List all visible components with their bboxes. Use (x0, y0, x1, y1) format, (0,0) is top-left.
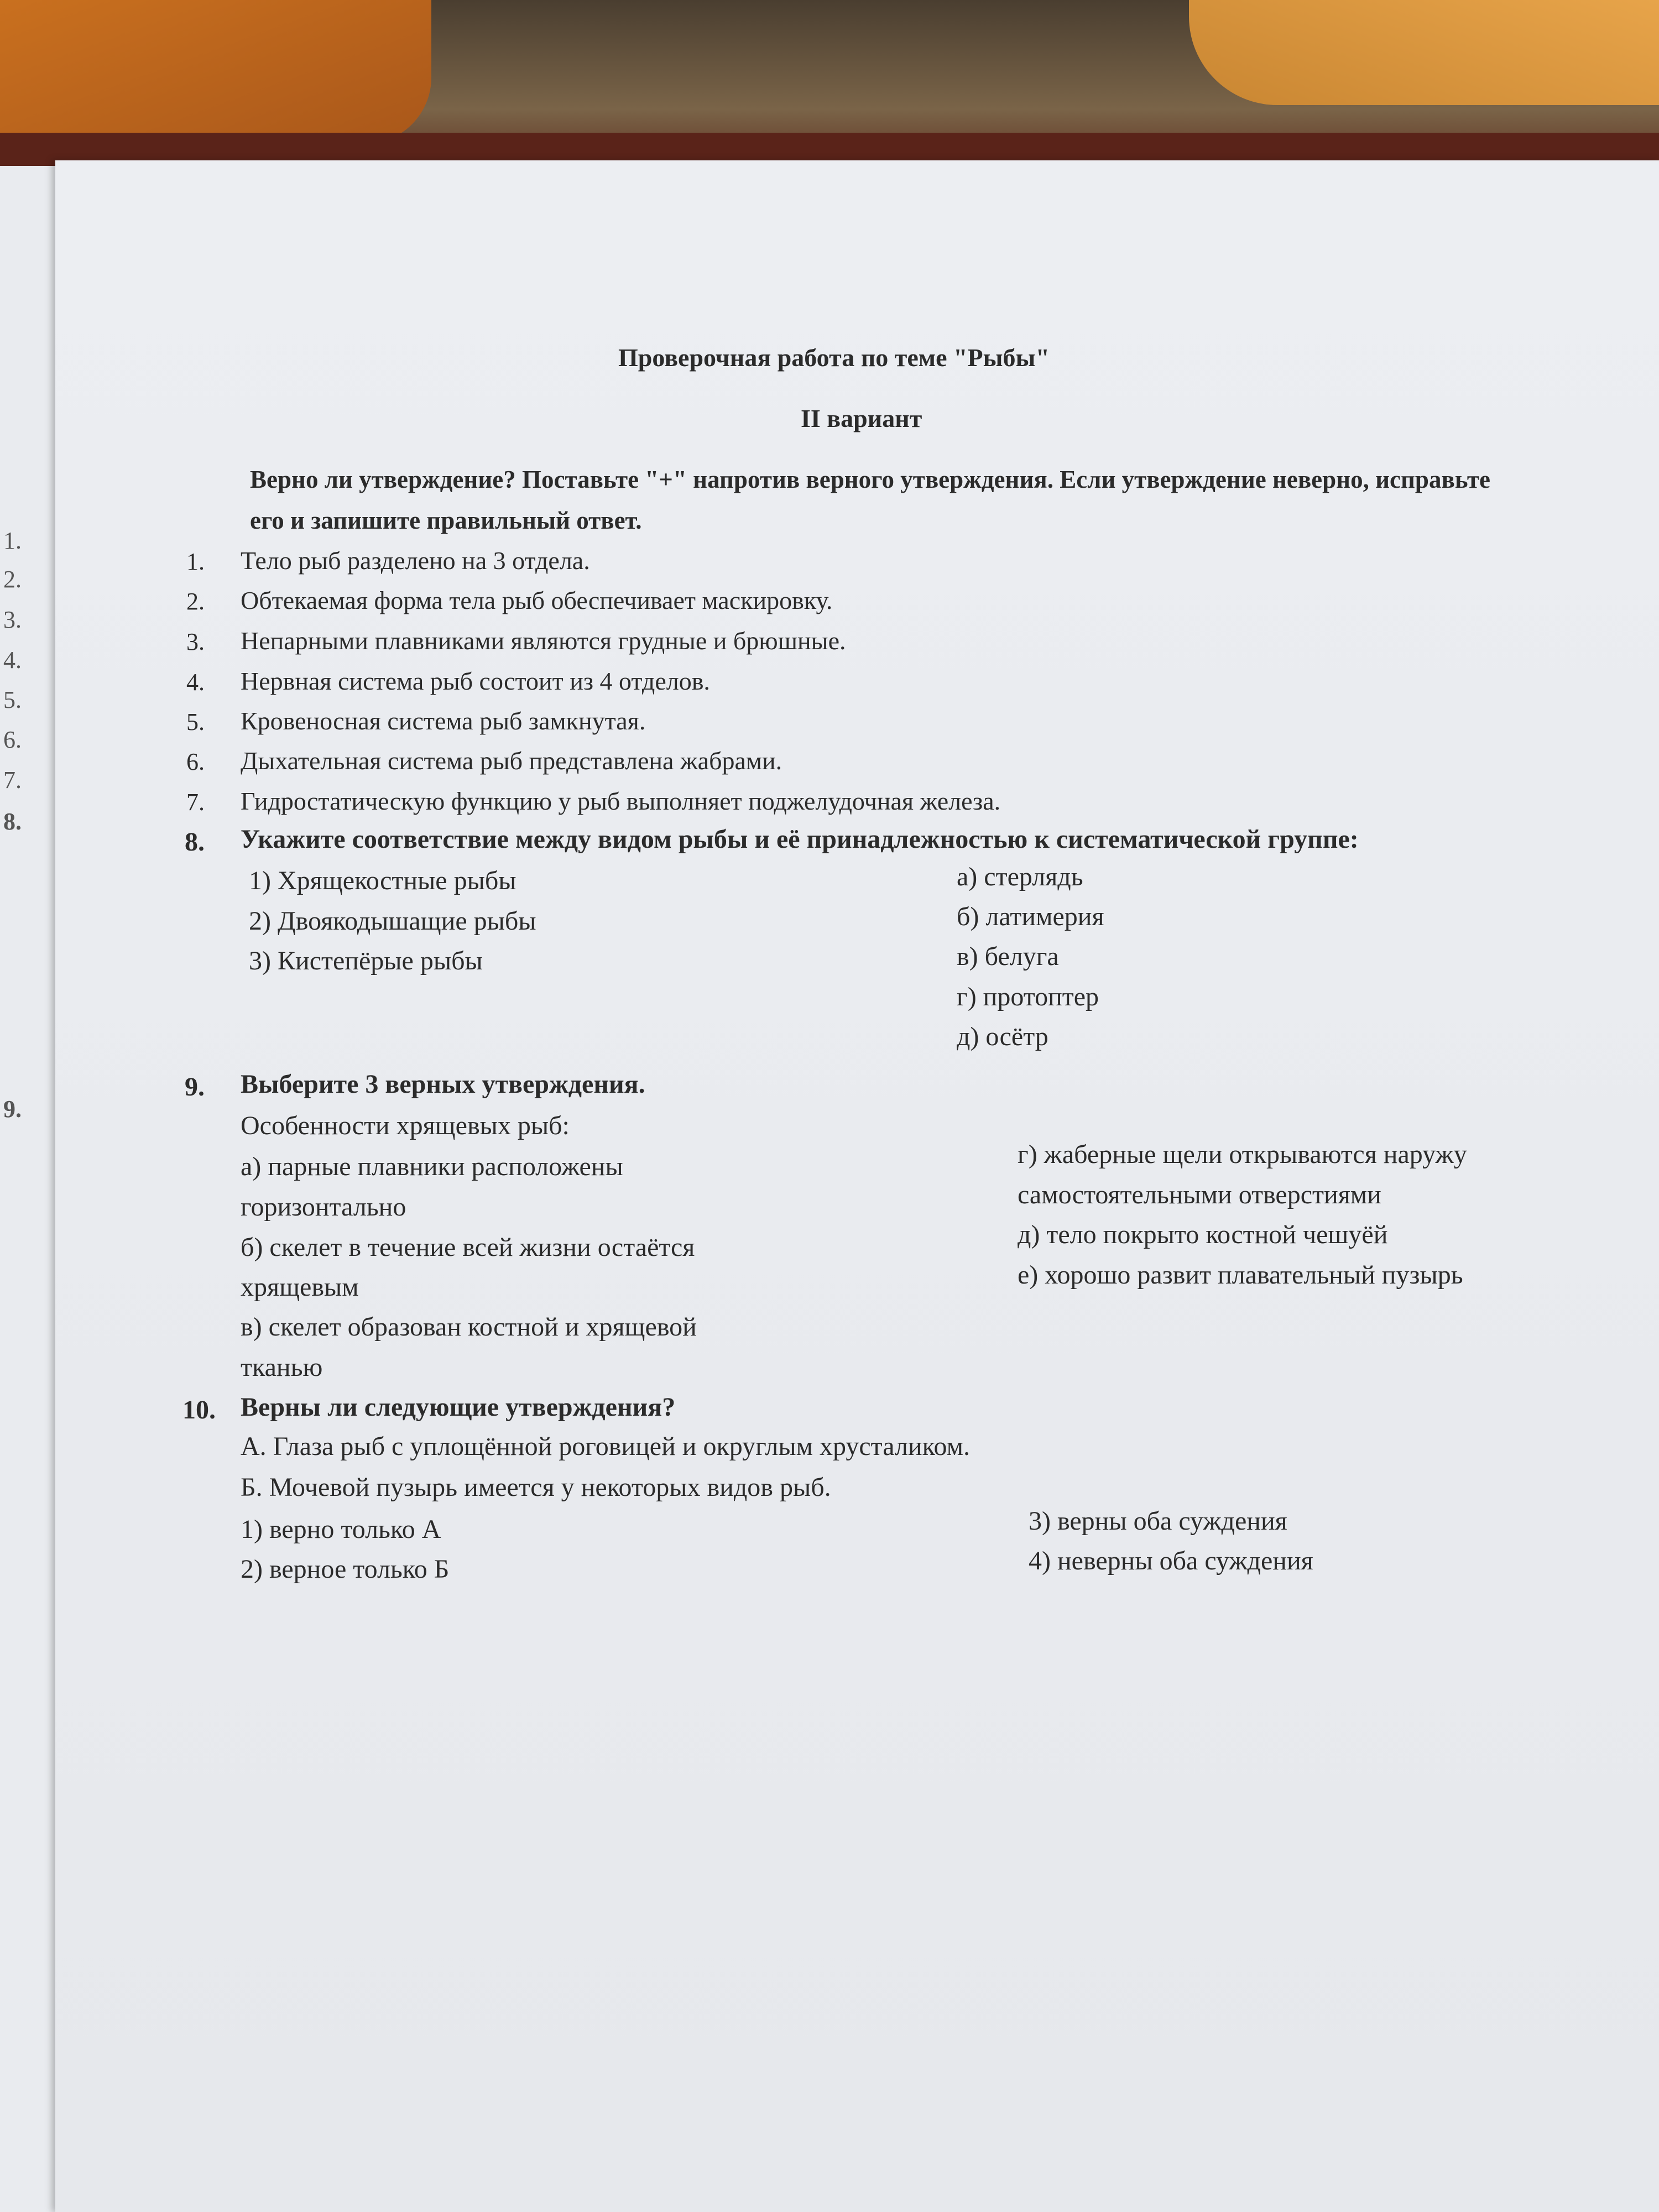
statement-text: Дыхательная система рыб представлена жабрами. (241, 747, 782, 775)
statement-text: Тело рыб разделено на 3 отдела. (241, 546, 590, 575)
back-sheet-number: 8. (3, 808, 22, 835)
species-option: г) протоптер (957, 982, 1099, 1011)
back-sheet-number: 1. (3, 527, 22, 554)
question-prompt: Верны ли следующие утверждения? (241, 1392, 676, 1422)
question-prompt: Выберите 3 верных утверждения. (241, 1070, 645, 1099)
group-option: 3) Кистепёрые рыбы (249, 946, 483, 975)
statement-number: 5. (186, 708, 205, 735)
instruction: Верно ли утверждение? Поставьте "+" напротив верного утверждения. Если утверждение неверно, исправьте его и запишите правильный ответ. (250, 466, 1490, 534)
answer-option: 1) верно только А (241, 1515, 441, 1544)
answer-option: б) скелет в течение всей жизни остаётся (241, 1233, 695, 1262)
species-option: в) белуга (957, 942, 1059, 971)
question-subtitle: Особенности хрящевых рыб: (241, 1111, 570, 1140)
answer-option: а) парные плавники расположены (241, 1152, 623, 1181)
statement-number: 3. (186, 628, 205, 655)
page-title: Проверочная работа по теме "Рыбы" (618, 343, 1050, 372)
group-option: 2) Двоякодышащие рыбы (249, 906, 536, 936)
statement-number: 1. (186, 548, 205, 575)
answer-option: 4) неверны оба суждения (1029, 1546, 1313, 1575)
question-number: 9. (185, 1072, 205, 1102)
statement-number: 4. (186, 669, 205, 696)
back-sheet-number: 6. (3, 726, 22, 753)
chair-right (1189, 0, 1659, 105)
answer-option: г) жаберные щели открываются наружу (1018, 1140, 1467, 1169)
statement-text: Обтекаемая форма тела рыб обеспечивает маскировку. (241, 586, 833, 614)
question-number: 8. (185, 827, 205, 857)
group-option: 1) Хрящекостные рыбы (249, 866, 517, 895)
chair-left (0, 0, 431, 144)
statement-text: Нервная система рыб состоит из 4 отделов. (241, 667, 710, 695)
back-sheet-number: 7. (3, 766, 22, 794)
statement-number: 6. (186, 748, 205, 775)
question-number: 10. (182, 1395, 216, 1425)
statement-text: Гидростатическую функцию у рыб выполняет поджелудочная железа. (241, 787, 1001, 815)
statement-number: 2. (186, 588, 205, 615)
statement-b: Б. Мочевой пузырь имеется у некоторых видов рыб. (241, 1473, 831, 1502)
back-sheet-number: 2. (3, 566, 22, 593)
statement-a: А. Глаза рыб с уплощённой роговицей и округлым хрусталиком. (241, 1432, 970, 1461)
back-sheet-number: 3. (3, 606, 22, 633)
species-option: б) латимерия (957, 902, 1104, 931)
answer-option: хрящевым (241, 1272, 359, 1302)
species-option: а) стерлядь (957, 862, 1083, 891)
answer-option: д) тело покрыто костной чешуёй (1018, 1220, 1388, 1249)
species-option: д) осётр (957, 1022, 1048, 1051)
statement-number: 7. (186, 789, 205, 816)
back-sheet-number: 9. (3, 1095, 22, 1123)
back-sheet-number: 4. (3, 646, 22, 674)
answer-option: 3) верны оба суждения (1029, 1506, 1287, 1536)
statement-text: Кровеносная система рыб замкнутая. (241, 707, 646, 735)
answer-option: 2) верное только Б (241, 1554, 450, 1584)
back-sheet-number: 5. (3, 686, 22, 713)
answer-option: е) хорошо развит плавательный пузырь (1018, 1260, 1463, 1290)
variant-label: II вариант (801, 404, 922, 432)
answer-option: в) скелет образован костной и хрящевой (241, 1312, 697, 1342)
answer-option: тканью (241, 1353, 323, 1382)
answer-option: самостоятельными отверстиями (1018, 1180, 1381, 1209)
question-prompt: Укажите соответствие между видом рыбы и её принадлежностью к систематической группе: (241, 825, 1359, 854)
statement-text: Непарными плавниками являются грудные и брюшные. (241, 627, 846, 655)
worksheet (55, 160, 1659, 2212)
answer-option: горизонтально (241, 1192, 406, 1222)
